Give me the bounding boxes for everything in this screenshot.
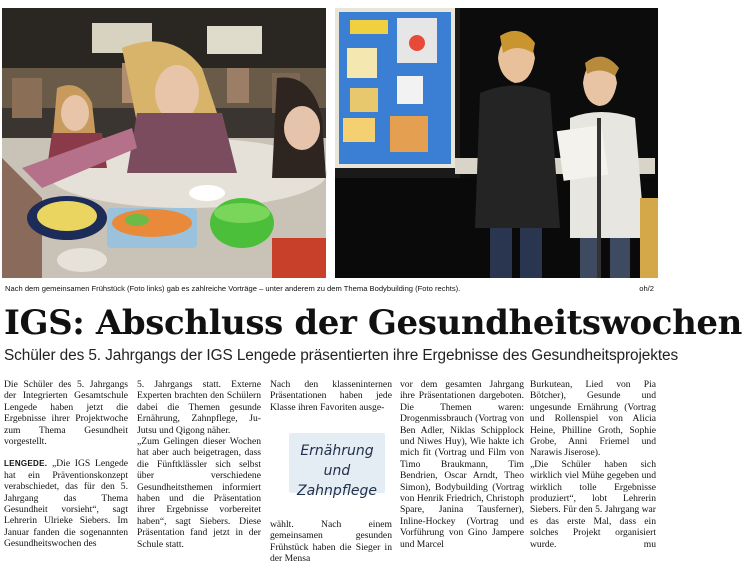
- pull-quote-line: Zahnpflege: [297, 483, 377, 499]
- article-column-1: [4, 379, 128, 549]
- article-column-4: [400, 379, 524, 549]
- body-paragraph: wählt. Nach einem gemeinsamen gesunden Frühstück haben die Sieger in der Mensa: [270, 519, 392, 565]
- body-paragraph: Burkutean, Lied von Pia Bötcher), Gesunde und ungesunde Ernährung (Vortrag und Rollenspiel von Alicia Heine, Philline Groth, Sophie Grobe, Anni Friemel und Narawis Jiserose).: [530, 379, 656, 459]
- author-signature: mu: [643, 538, 656, 550]
- body-paragraph: [4, 458, 128, 549]
- article-column-5: [530, 379, 656, 549]
- pull-quote-box: [289, 433, 385, 499]
- body-paragraph: [530, 459, 656, 550]
- intro-paragraph: Die Schüler des 5. Jahrgangs der Integrierten Gesamtschule Lengede haben jetzt die Ergebnisse ihrer Projektwoche zum Thema Gesundheit vorgestellt.: [4, 379, 128, 448]
- body-paragraph: Nach den klasseninternen Präsentationen haben jede Klasse ihren Favoriten ausge-: [270, 379, 392, 413]
- article-column-2: [137, 379, 261, 549]
- pull-quote-line: Ernährung: [300, 443, 374, 459]
- body-text: „Die Schüler haben sich wirklich viel Mühe gegeben und wirklich tolle Ergebnisse produziert“, lobt Lehrerin Siebers. Für den 5. Jahrgang war es das erste Mal, dass ein solches Projekt organisiert wurde.: [530, 458, 656, 550]
- pull-quote-line: und: [323, 463, 351, 479]
- body-paragraph: 5. Jahrgangs statt. Externe Experten brachten den Schülern dabei die Themen gesunde Ernährung, Zahnpflege, Ju-Jutsu und Qigong näher.: [137, 379, 261, 436]
- subheadline: Schüler des 5. Jahrgangs der IGS Lengede präsentierten ihre Ergebnisse des Gesundheitsprojektes: [4, 347, 679, 364]
- headline: IGS: Abschluss der Gesundheitswochen: [4, 303, 742, 343]
- photo-credit: oh/2: [639, 284, 654, 293]
- body-paragraph: „Zum Gelingen dieser Wochen hat aber auch beigetragen, dass die Fünftklässler sich selbst über verschiedene Gesundheitsthemen informiert haben und die Präsentation ihrer Ergebnisse vorbereitet haben“, sagt Siebers. Diese Präsentation fand jetzt in der Schule statt.: [137, 436, 261, 550]
- body-text: „Die IGS Lengede hat ein Präventionskonzept verabschiedet, das für den 5. Jahrgang das Thema Gesundheit vorsieht“, sagt Lehrerin Ulrieke Siebers. Im Januar fanden die sogenannten Gesundheitswochen des: [4, 458, 128, 550]
- photo-caption: Nach dem gemeinsamen Frühstück (Foto links) gab es zahlreiche Vorträge – unter anderem zu dem Thema Bodybuilding (Foto rechts).: [5, 284, 461, 293]
- stage-presentation-photo: [335, 8, 658, 278]
- body-paragraph: vor dem gesamten Jahrgang ihre Präsentationen dargeboten. Die Themen waren: Drogenmissbrauch (Vortrag von Ben Adler, Niklas Schipplock und Niwes Huy), Wie hakte ich mich fit (Vortrag und Film von Timo Braukmann, Tim Bendrien, Oscar Arndt, Theo Simon), Bodybuilding (Vortrag von Henrik Friedrich, Christoph Spare, Janina Tausferner), Inline-Hockey (Vortrag und Vorführung von Gino Jampere und Marcel: [400, 379, 524, 550]
- article-column-3-top: [270, 379, 392, 413]
- article-column-3-bottom: [270, 519, 392, 565]
- pull-quote: [289, 433, 385, 501]
- dateline: LENGEDE.: [4, 459, 48, 469]
- breakfast-photo: [2, 8, 326, 278]
